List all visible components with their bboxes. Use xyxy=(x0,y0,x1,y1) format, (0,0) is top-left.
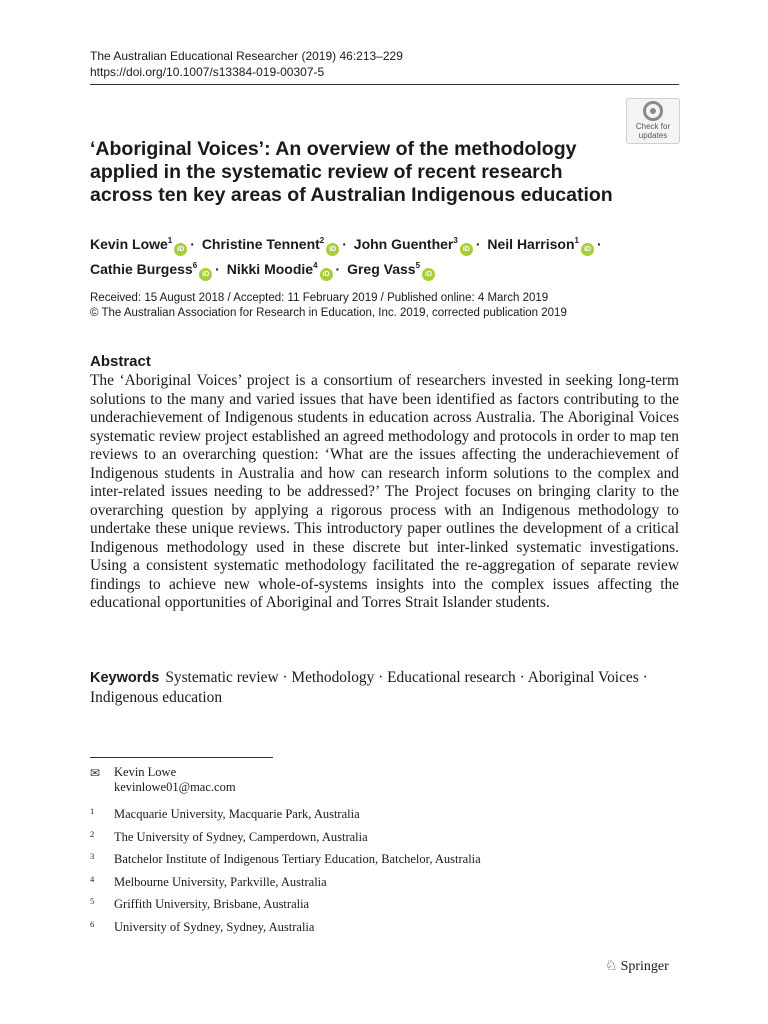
author-0: Kevin Lowe$^1$iD xyxy=(90,236,187,252)
orcid-icon[interactable]: iD xyxy=(460,243,473,256)
affiliation-item: 3 Batchelor Institute of Indigenous Tertiary Education, Batchelor, Australia xyxy=(90,851,481,866)
abstract-text: The ‘Aboriginal Voices’ project is a consortium of researchers invested in seeking long-term solutions to the many and varied issues that have been identified as factors contributing to the underachievement of Indigenous students in education across Australia. The Aboriginal Voices systematic review project established an agreed methodology and protocols in order to map ten reviews to an overarching question: ‘What are the issues affecting the underachievement of Indigenous students in Australia and how can research inform solutions to the complex and inter-related issues needing to be addressed?’ The Project focuses on bringing clarity to the overarching question by applying a rigorous process with an Indigenous methodology to undertake these unique reviews. This introductory paper outlines the development of a critical Indigenous methodology used in these discrete but inter-linked systematic investigations. Using a consistent systematic methodology facilitated the re-aggregation of separate review findings to achieve new whole-of-systems insights into the complex issues affecting the educational opportunities of Aboriginal and Torres Strait Islander students. xyxy=(90,372,679,611)
journal-header xyxy=(90,48,403,80)
orcid-icon[interactable]: iD xyxy=(174,243,187,256)
publisher-logo xyxy=(605,958,669,976)
envelope-icon: ✉ xyxy=(90,766,101,780)
corresponding-author xyxy=(90,765,236,795)
publication-dates xyxy=(90,291,567,321)
keywords xyxy=(90,668,679,707)
author-6: Greg Vass$^5$iD xyxy=(347,261,435,277)
orcid-icon[interactable]: iD xyxy=(199,268,212,281)
copyright-line: © The Australian Association for Research in Education, Inc. 2019, corrected publication 2019 xyxy=(90,307,567,319)
publisher-name: Springer xyxy=(620,959,669,974)
affiliation-item: 5 Griffith University, Brisbane, Australia xyxy=(90,896,310,911)
author-2: John Guenther$^3$iD xyxy=(354,236,473,252)
doi-link[interactable]: https://doi.org/10.1007/s13384-019-00307-5 xyxy=(90,65,325,79)
author-3: Neil Harrison$^1$iD xyxy=(487,236,594,252)
corresponding-email[interactable]: kevinlowe01@mac.com xyxy=(114,780,236,794)
orcid-icon[interactable]: iD xyxy=(581,243,594,256)
check-for-updates-badge[interactable] xyxy=(626,98,680,144)
check-updates-icon xyxy=(643,101,663,121)
affiliation-item: 6 University of Sydney, Sydney, Australia xyxy=(90,918,315,934)
dates-line: Received: 15 August 2018 / Accepted: 11 February 2019 / Published online: 4 March 2019 xyxy=(90,292,549,304)
affiliation-item: 1 Macquarie University, Macquarie Park, Australia xyxy=(90,806,360,821)
journal-citation: The Australian Educational Researcher (2019) 46:213–229 xyxy=(90,49,403,63)
affiliation-item: 2 The University of Sydney, Camperdown, Australia xyxy=(90,828,368,844)
springer-horse-icon: ♘ xyxy=(605,959,618,974)
author-4: Cathie Burgess$^6$iD xyxy=(90,261,212,277)
keywords-label: Keywords xyxy=(90,670,160,686)
orcid-icon[interactable]: iD xyxy=(422,268,435,281)
author-1: Christine Tennent$^2$iD xyxy=(202,236,339,252)
author-list: Kevin Lowe$^1$iD · Christine Tennent$^2$iD · John Guenther$^3$iD · Neil Harrison$^1$iD · Cathie Burgess$^6$iD · Nikki Moodie$^4$iD · Greg Vass$^5$iD xyxy=(90,231,690,281)
corresponding-name: Kevin Lowe xyxy=(114,765,177,779)
footnote-rule xyxy=(90,757,273,758)
header-rule xyxy=(90,84,679,85)
affiliations xyxy=(90,807,650,942)
orcid-icon[interactable]: iD xyxy=(326,243,339,256)
article-title: ‘Aboriginal Voices’: An overview of the methodology applied in the systematic review of recent research across ten key areas of Australian Indigenous education xyxy=(90,138,613,206)
keywords-text: Systematic review · Methodology · Educational research · Aboriginal Voices · Indigenous education xyxy=(90,669,648,706)
author-5: Nikki Moodie$^4$iD xyxy=(227,261,333,277)
affiliation-item: 4 Melbourne University, Parkville, Australia xyxy=(90,873,327,889)
abstract-heading: Abstract xyxy=(90,353,151,370)
check-updates-label: Check for updates xyxy=(635,122,671,140)
orcid-icon[interactable]: iD xyxy=(320,268,333,281)
